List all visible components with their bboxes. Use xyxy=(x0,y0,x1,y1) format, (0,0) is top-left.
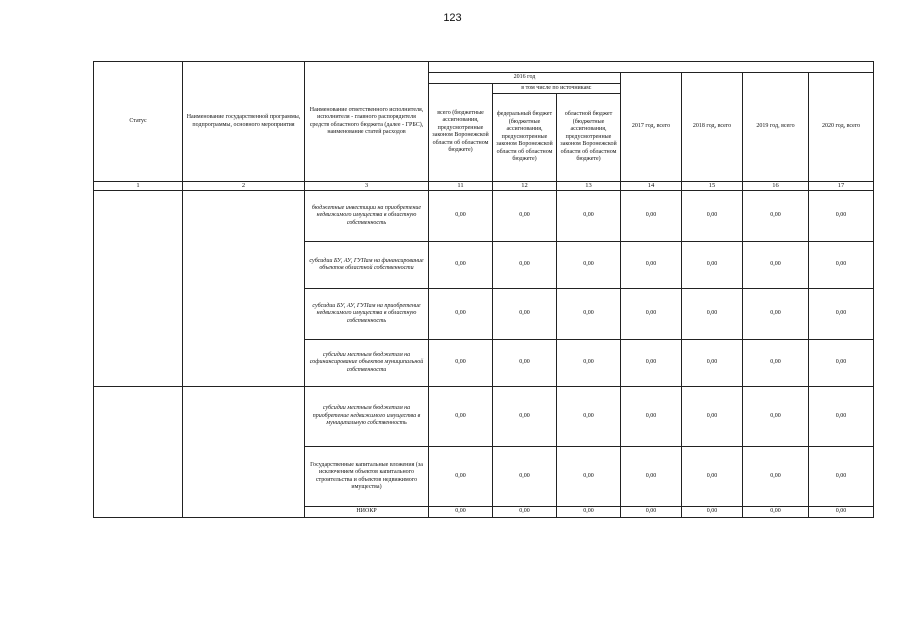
value-cell: 0,00 xyxy=(557,340,621,387)
value-cell: 0,00 xyxy=(493,289,557,340)
value-cell: 0,00 xyxy=(743,387,809,447)
value-cell: 0,00 xyxy=(429,447,493,507)
program-cell xyxy=(183,387,305,518)
value-cell: 0,00 xyxy=(429,507,493,518)
value-cell: 0,00 xyxy=(621,340,682,387)
value-cell: 0,00 xyxy=(557,289,621,340)
value-cell: 0,00 xyxy=(429,242,493,289)
value-cell: 0,00 xyxy=(621,242,682,289)
header-sources: в том числе по источникам: xyxy=(493,83,621,94)
value-cell: 0,00 xyxy=(743,242,809,289)
header-regional: областной бюджет (бюджетные ассигнования, предусмотренные законом Воронежской области об областном бюджете) xyxy=(557,94,621,182)
value-cell: 0,00 xyxy=(743,447,809,507)
row-name: НИОКР xyxy=(305,507,429,518)
value-cell: 0,00 xyxy=(682,447,743,507)
value-cell: 0,00 xyxy=(621,447,682,507)
value-cell: 0,00 xyxy=(557,507,621,518)
table-body xyxy=(94,191,874,518)
header-total: всего (бюджетные ассигнования, предусмотренные законом Воронежской области об областном бюджете) xyxy=(429,83,493,182)
page-number: 123 xyxy=(443,12,462,24)
header-year-2016: 2016 год xyxy=(429,73,621,84)
header-2020: 2020 год, всего xyxy=(809,73,874,182)
budget-table xyxy=(93,61,874,518)
value-cell: 0,00 xyxy=(621,289,682,340)
value-cell: 0,00 xyxy=(809,447,874,507)
col-number: 3 xyxy=(305,182,429,191)
col-number: 2 xyxy=(183,182,305,191)
row-name: субсидии БУ, АУ, ГУПам на приобретение недвижимого имущества в областную собственность xyxy=(305,289,429,340)
value-cell: 0,00 xyxy=(557,191,621,242)
value-cell: 0,00 xyxy=(743,340,809,387)
col-number: 1 xyxy=(94,182,183,191)
col-number: 17 xyxy=(809,182,874,191)
status-cell xyxy=(94,387,183,518)
header-2019: 2019 год, всего xyxy=(743,73,809,182)
value-cell: 0,00 xyxy=(429,387,493,447)
table-row xyxy=(94,191,874,242)
value-cell: 0,00 xyxy=(493,191,557,242)
value-cell: 0,00 xyxy=(809,289,874,340)
col-number: 14 xyxy=(621,182,682,191)
value-cell: 0,00 xyxy=(493,507,557,518)
value-cell: 0,00 xyxy=(557,387,621,447)
column-numbers-row xyxy=(94,182,874,191)
value-cell: 0,00 xyxy=(429,191,493,242)
value-cell: 0,00 xyxy=(557,447,621,507)
table-row xyxy=(94,387,874,447)
value-cell: 0,00 xyxy=(809,340,874,387)
col-number: 15 xyxy=(682,182,743,191)
program-cell xyxy=(183,191,305,387)
status-cell xyxy=(94,191,183,387)
col-number: 12 xyxy=(493,182,557,191)
value-cell: 0,00 xyxy=(682,387,743,447)
header-2017: 2017 год, всего xyxy=(621,73,682,182)
value-cell: 0,00 xyxy=(621,507,682,518)
value-cell: 0,00 xyxy=(682,242,743,289)
value-cell: 0,00 xyxy=(621,191,682,242)
header-federal: федеральный бюджет (бюджетные ассигнования, предусмотренные законом Воронежской области об областном бюджете) xyxy=(493,94,557,182)
header-2018: 2018 год, всего xyxy=(682,73,743,182)
value-cell: 0,00 xyxy=(809,242,874,289)
value-cell: 0,00 xyxy=(743,191,809,242)
row-name: субсидии местным бюджетам на приобретение недвижимого имущества в муниципальную собственность xyxy=(305,387,429,447)
table-header xyxy=(94,62,874,191)
row-name: Государственные капитальные вложения (за исключением объектов капитального строительства и объектов недвижимого имущества) xyxy=(305,447,429,507)
value-cell: 0,00 xyxy=(493,387,557,447)
value-cell: 0,00 xyxy=(429,340,493,387)
value-cell: 0,00 xyxy=(682,191,743,242)
value-cell: 0,00 xyxy=(557,242,621,289)
value-cell: 0,00 xyxy=(809,191,874,242)
header-status: Статус xyxy=(94,62,183,182)
row-name: субсидии местным бюджетам на софинансирование объектов муниципальной собственности xyxy=(305,340,429,387)
header-executor: Наименование ответственного исполнителя, исполнителя - главного распорядителя средств областного бюджета (далее - ГРБС), наименование статей расходов xyxy=(305,62,429,182)
col-number: 11 xyxy=(429,182,493,191)
value-cell: 0,00 xyxy=(682,507,743,518)
value-cell: 0,00 xyxy=(493,242,557,289)
value-cell: 0,00 xyxy=(493,447,557,507)
value-cell: 0,00 xyxy=(621,387,682,447)
value-cell: 0,00 xyxy=(682,340,743,387)
value-cell: 0,00 xyxy=(743,507,809,518)
col-number: 16 xyxy=(743,182,809,191)
row-name: бюджетные инвестиции на приобретение недвижимого имущества в областную собственность xyxy=(305,191,429,242)
value-cell: 0,00 xyxy=(682,289,743,340)
col-number: 13 xyxy=(557,182,621,191)
value-cell: 0,00 xyxy=(429,289,493,340)
value-cell: 0,00 xyxy=(809,387,874,447)
header-blank-band xyxy=(429,62,874,73)
header-program: Наименование государственной программы, подпрограммы, основного мероприятия xyxy=(183,62,305,182)
value-cell: 0,00 xyxy=(743,289,809,340)
row-name: субсидии БУ, АУ, ГУПам на финансирование объектов областной собственности xyxy=(305,242,429,289)
value-cell: 0,00 xyxy=(809,507,874,518)
value-cell: 0,00 xyxy=(493,340,557,387)
